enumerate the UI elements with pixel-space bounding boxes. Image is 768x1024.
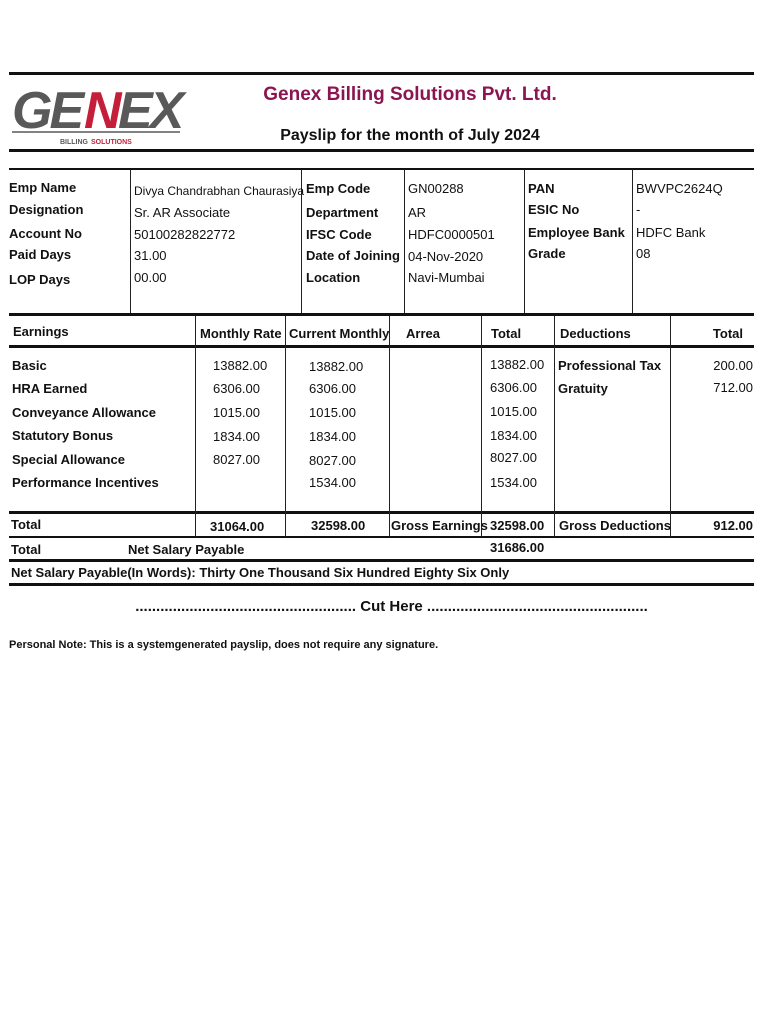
label-emp-code: Emp Code	[306, 181, 371, 196]
totals-monthly-rate: 31064.00	[210, 519, 265, 534]
table-divider-2	[285, 316, 286, 537]
earning-current-monthly: 13882.00	[309, 359, 364, 374]
svg-text:GE: GE	[12, 82, 82, 140]
header-current-monthly: Current Monthly	[289, 326, 390, 341]
value-paid-days: 31.00	[134, 248, 167, 263]
cut-here-line: ..................................................... Cut Here .....................................................	[135, 598, 648, 615]
earning-monthly-rate: 13882.00	[213, 358, 268, 373]
table-divider-4	[481, 316, 482, 537]
totals-label: Total	[11, 517, 42, 532]
earning-total: 1534.00	[490, 475, 537, 490]
earning-monthly-rate: 6306.00	[213, 381, 260, 396]
totals-current-monthly: 32598.00	[311, 518, 366, 533]
earning-name: Performance Incentives	[12, 475, 159, 490]
label-grade: Grade	[528, 246, 566, 261]
deduction-name: Gratuity	[558, 381, 608, 396]
label-designation: Designation	[9, 202, 84, 217]
value-grade: 08	[636, 246, 651, 261]
info-divider-3	[404, 170, 405, 313]
earning-name: Conveyance Allowance	[12, 405, 157, 420]
gross-earnings-value: 32598.00	[490, 518, 545, 533]
net-salary-label: Net Salary Payable	[128, 542, 245, 557]
earning-current-monthly: 8027.00	[309, 453, 356, 468]
table-divider-6	[670, 316, 671, 537]
earning-name: Statutory Bonus	[12, 428, 114, 443]
earning-total: 1015.00	[490, 404, 537, 419]
info-divider-1	[130, 170, 131, 313]
value-emp-name: Divya Chandrabhan Chaurasiya	[134, 184, 305, 198]
personal-note: Personal Note: This is a systemgenerated payslip, does not require any signature.	[9, 639, 439, 651]
value-account-no: 50100282822772	[134, 227, 236, 242]
header-bottom-rule	[9, 149, 754, 152]
label-pan: PAN	[528, 181, 555, 196]
earning-name: Basic	[12, 358, 47, 373]
net-total-label: Total	[11, 542, 42, 557]
value-employee-bank: HDFC Bank	[636, 225, 706, 240]
info-bottom-rule	[9, 313, 754, 316]
table-divider-1	[195, 316, 196, 537]
table-header-rule	[9, 345, 754, 348]
label-account-no: Account No	[9, 226, 82, 241]
earning-monthly-rate: 1834.00	[213, 429, 260, 444]
value-date-of-joining: 04-Nov-2020	[408, 249, 484, 264]
totals-top-rule	[9, 511, 754, 514]
value-department: AR	[408, 205, 427, 220]
value-emp-code: GN00288	[408, 181, 464, 196]
earning-current-monthly: 1015.00	[309, 405, 356, 420]
svg-text:N: N	[84, 82, 122, 140]
earning-name: HRA Earned	[12, 381, 88, 396]
value-designation: Sr. AR Associate	[134, 205, 231, 220]
header-earnings: Earnings	[13, 324, 69, 339]
earning-monthly-rate: 8027.00	[213, 452, 260, 467]
genex-logo-graphic	[10, 80, 190, 150]
info-divider-5	[632, 170, 633, 313]
label-location: Location	[306, 270, 361, 285]
earning-total: 8027.00	[490, 450, 537, 465]
header-arrea: Arrea	[406, 326, 440, 341]
company-logo	[10, 80, 190, 150]
svg-text:EX: EX	[118, 82, 182, 140]
earning-name: Special Allowance	[12, 452, 125, 467]
value-pan: BWVPC2624Q	[636, 181, 723, 196]
net-salary-in-words: Net Salary Payable(In Words): Thirty One Thousand Six Hundred Eighty Six Only	[11, 565, 510, 580]
label-ifsc-code: IFSC Code	[306, 227, 372, 242]
value-lop-days: 00.00	[134, 270, 167, 285]
value-location: Navi-Mumbai	[408, 270, 485, 285]
header-total: Total	[491, 326, 522, 341]
label-paid-days: Paid Days	[9, 247, 72, 262]
svg-text:SOLUTIONS: SOLUTIONS	[91, 139, 132, 146]
svg-text:BILLING: BILLING	[60, 139, 88, 146]
label-department: Department	[306, 205, 379, 220]
header-deductions: Deductions	[560, 326, 631, 341]
totals-bottom-rule	[9, 536, 754, 538]
net-salary-amount: 31686.00	[490, 540, 545, 555]
deduction-amount: 712.00	[713, 380, 753, 395]
value-esic-no: -	[636, 202, 641, 217]
header-monthly-rate: Monthly Rate	[200, 326, 282, 341]
earning-monthly-rate: 1015.00	[213, 405, 260, 420]
net-bottom-rule	[9, 559, 754, 562]
company-name: Genex Billing Solutions Pvt. Ltd.	[263, 84, 557, 105]
header-deductions-total: Total	[712, 326, 743, 341]
info-divider-4	[524, 170, 525, 313]
deduction-amount: 200.00	[713, 358, 753, 373]
label-date-of-joining: Date of Joining	[306, 248, 400, 263]
info-top-rule	[9, 168, 754, 170]
label-emp-name: Emp Name	[9, 180, 77, 195]
earning-current-monthly: 6306.00	[309, 381, 356, 396]
earning-total: 1834.00	[490, 428, 537, 443]
earning-total: 13882.00	[490, 357, 545, 372]
table-divider-3	[389, 316, 390, 537]
words-bottom-rule	[9, 583, 754, 586]
top-rule	[9, 72, 754, 75]
table-divider-5	[554, 316, 555, 537]
label-employee-bank: Employee Bank	[528, 225, 625, 240]
label-esic-no: ESIC No	[528, 202, 580, 217]
deduction-name: Professional Tax	[558, 358, 662, 373]
value-ifsc-code: HDFC0000501	[408, 227, 495, 242]
earning-current-monthly: 1834.00	[309, 429, 356, 444]
gross-deductions-value: 912.00	[713, 518, 753, 533]
label-lop-days: LOP Days	[9, 272, 71, 287]
earning-total: 6306.00	[490, 380, 537, 395]
payslip-title: Payslip for the month of July 2024	[280, 127, 540, 144]
gross-earnings-label: Gross Earnings	[391, 518, 488, 533]
gross-deductions-label: Gross Deductions	[559, 518, 671, 533]
earning-current-monthly: 1534.00	[309, 475, 356, 490]
